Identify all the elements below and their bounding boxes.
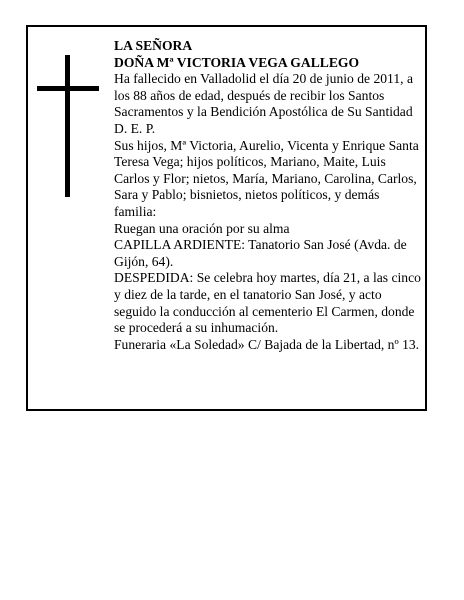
- honorific: LA SEÑORA: [114, 38, 193, 53]
- cross-vertical-bar: [65, 55, 70, 197]
- family-list: Sus hijos, Mª Victoria, Aurelio, Vicenta y Enrique Santa Teresa Vega; hijos políticos, Mariano, Maite, Luis Carlos y Flor; nietos, María, Mariano, Carolina, Carlos, Sara y Pablo; bisnietos, nietos políticos, y demás familia:: [114, 137, 419, 219]
- prayer-request: Ruegan una oración por su alma: [114, 220, 290, 236]
- deceased-name: DOÑA Mª VICTORIA VEGA GALLEGO: [114, 54, 360, 70]
- farewell-info: DESPEDIDA: Se celebra hoy martes, día 21, a las cinco y diez de la tarde, en el tanatorio San José, y acto seguido la conducción al cementerio El Carmen, donde se procederá a su inhumación.: [114, 270, 421, 336]
- death-statement: Ha fallecido en Valladolid el día 20 de junio de 2011, a los 88 años de edad, después de recibir los Santos Sacramentos y la Bendición Apostólica de Su Santidad D. E. P.: [114, 71, 413, 136]
- chapel-info: CAPILLA ARDIENTE: Tanatorio San José (Avda. de Gijón, 64).: [114, 237, 407, 269]
- cross-horizontal-bar: [37, 86, 99, 91]
- funeral-home: Funeraria «La Soledad» C/ Bajada de la Libertad, nº 13.: [114, 336, 420, 352]
- notice-text: [114, 38, 422, 353]
